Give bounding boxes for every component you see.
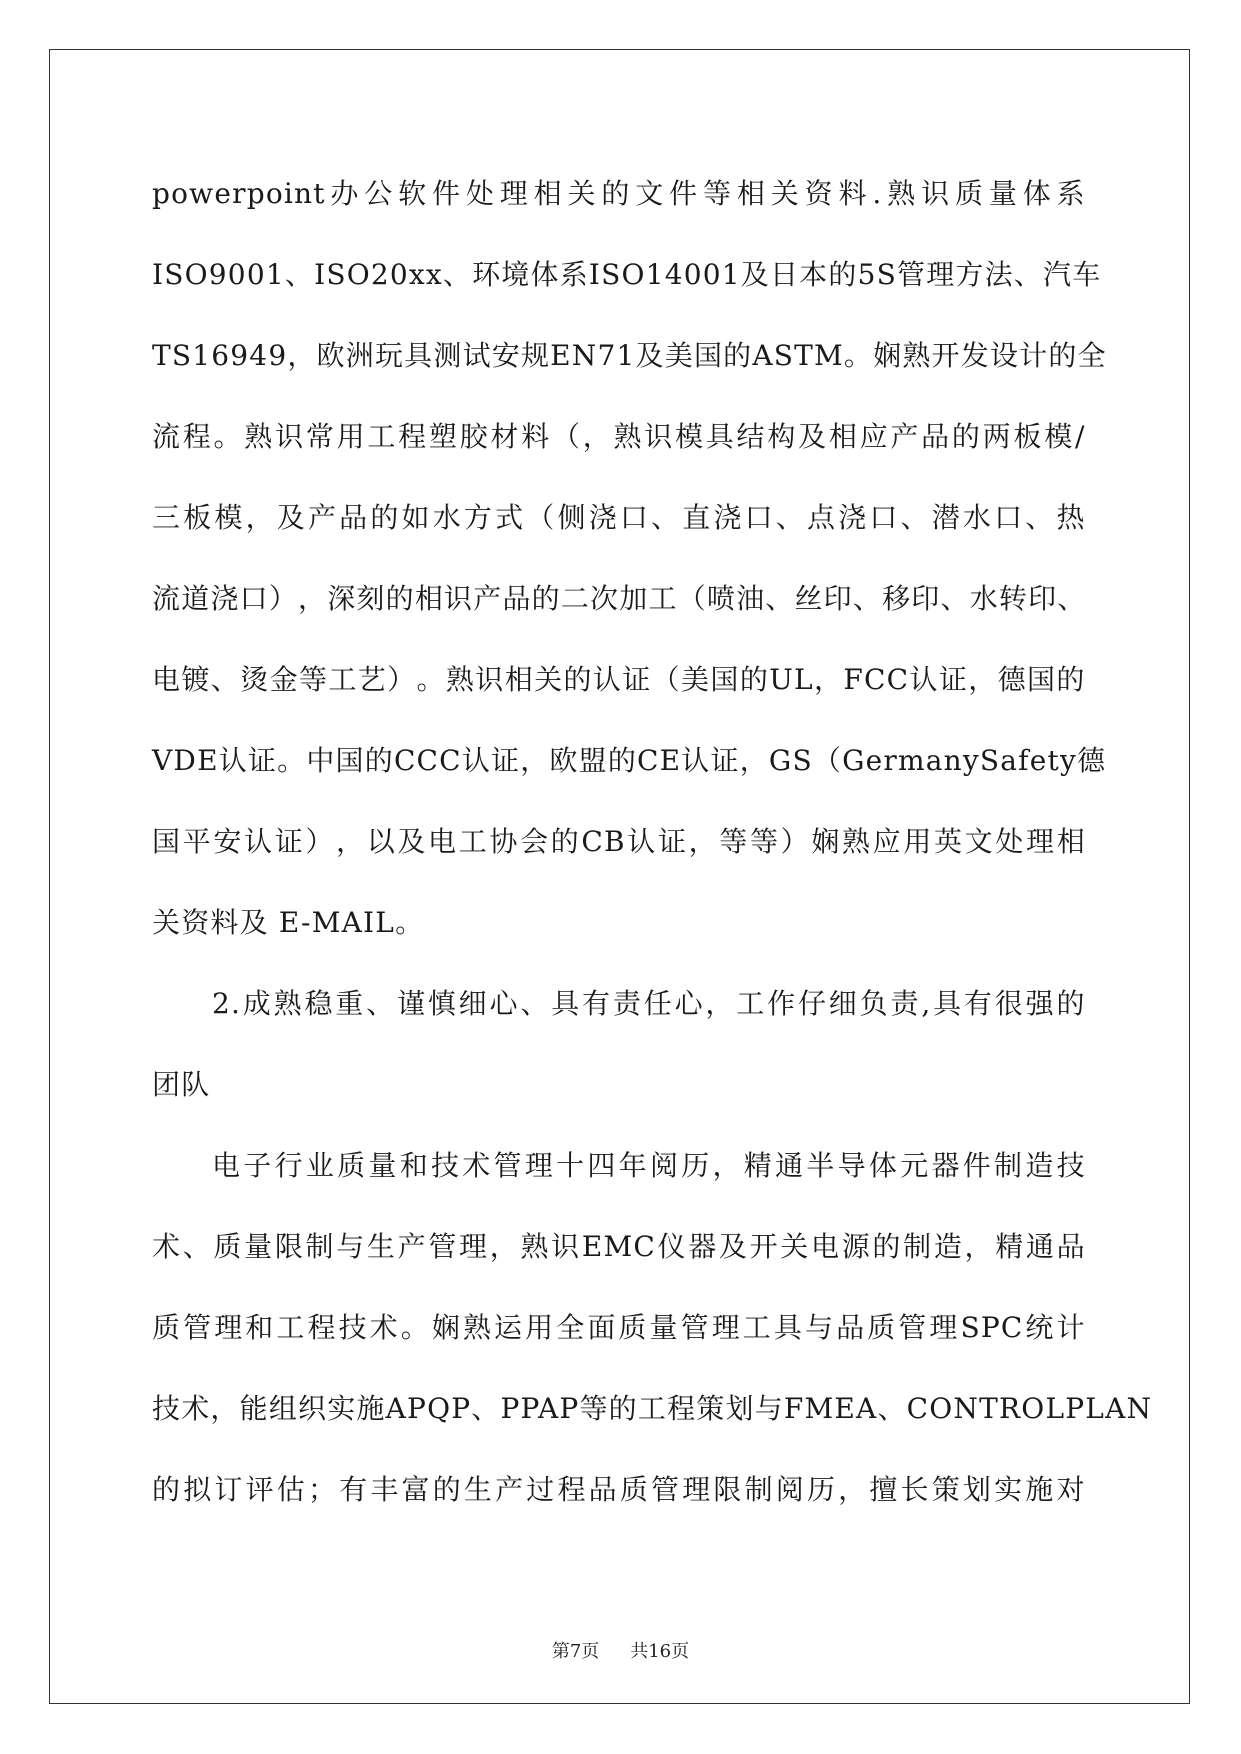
text-line: 流 程 。 熟 识 常 用 工 程 塑 胶 材 料 （ ， 熟 识 模 具 结 构 及 相 应 产 品 的 两 板 模 / bbox=[152, 420, 1086, 453]
text-line: 的 拟 订 评 估 ； 有 丰 富 的 生 产 过 程 品 质 管 理 限 制 阅 历 ， 擅 长 策 划 实 施 对 bbox=[152, 1473, 1086, 1506]
text-line-last: 关资料及 E-MAIL。 bbox=[152, 906, 425, 939]
text-line: 三 板 模 ， 及 产 品 的 如 水 方 式 （ 侧 浇 口 、 直 浇 口 、 点 浇 口 、 潜 水 口 、 热 bbox=[152, 501, 1086, 534]
text-line: TS16949 ， 欧 洲 玩 具 测 试 安 规 EN71 及 美 国 的 ASTM 。 娴 熟 开 发 设 计 的 全 bbox=[152, 339, 1107, 372]
text-line: powerpoint 办 公 软 件 处 理 相 关 的 文 件 等 相 关 资 料 . 熟 识 质 量 体 系 bbox=[152, 177, 1086, 210]
document-body bbox=[152, 166, 1153, 1543]
text-line: 国 平 安 认 证 ） ， 以 及 电 工 协 会 的 CB 认 证 ， 等 等 ） 娴 熟 应 用 英 文 处 理 相 bbox=[152, 825, 1086, 858]
text-line: 术 、 质 量 限 制 与 生 产 管 理 ， 熟 识 EMC 仪 器 及 开 关 电 源 的 制 造 ， 精 通 品 bbox=[152, 1230, 1086, 1263]
text-line-last: 团队 bbox=[152, 1068, 211, 1101]
page-number: 第7页 bbox=[551, 1641, 600, 1662]
text-line-indented: 2. 成 熟 稳 重 、 谨 慎 细 心 、 具 有 责 任 心 ， 工 作 仔 细 负 责 , 具 有 很 强 的 bbox=[212, 987, 1086, 1020]
text-line: ISO9001 、 ISO20xx 、 环 境 体 系 ISO14001 及 日 本 的 5S 管 理 方 法 、 汽 车 bbox=[152, 258, 1102, 291]
text-line-indented: 电 子 行 业 质 量 和 技 术 管 理 十 四 年 阅 历 ， 精 通 半 导 体 元 器 件 制 造 技 bbox=[212, 1149, 1086, 1182]
text-line: 流 道 浇 口 ） ， 深 刻 的 相 识 产 品 的 二 次 加 工 （ 喷 油 、 丝 印 、 移 印 、 水 转 印 、 bbox=[152, 582, 1087, 615]
page-spacer bbox=[609, 1641, 620, 1662]
text-line: 技 术 ， 能 组 织 实 施 APQP 、 PPAP 等 的 工 程 策 划 与 FMEA 、 CONTROL PLAN bbox=[152, 1392, 1153, 1425]
page-total: 共16页 bbox=[630, 1641, 690, 1662]
text-line: VDE 认 证 。 中 国 的 CCC 认 证 ， 欧 盟 的 CE 认 证 ， GS （ Germany Safety 德 bbox=[152, 744, 1107, 777]
text-line: 质 管 理 和 工 程 技 术 。 娴 熟 运 用 全 面 质 量 管 理 工 具 与 品 质 管 理 SPC 统 计 bbox=[152, 1311, 1086, 1344]
page-footer bbox=[0, 1637, 1241, 1663]
text-line: 电 镀 、 烫 金 等 工 艺 ） 。 熟 识 相 关 的 认 证 （ 美 国 的 UL ， FCC 认 证 ， 德 国 的 bbox=[152, 663, 1086, 696]
